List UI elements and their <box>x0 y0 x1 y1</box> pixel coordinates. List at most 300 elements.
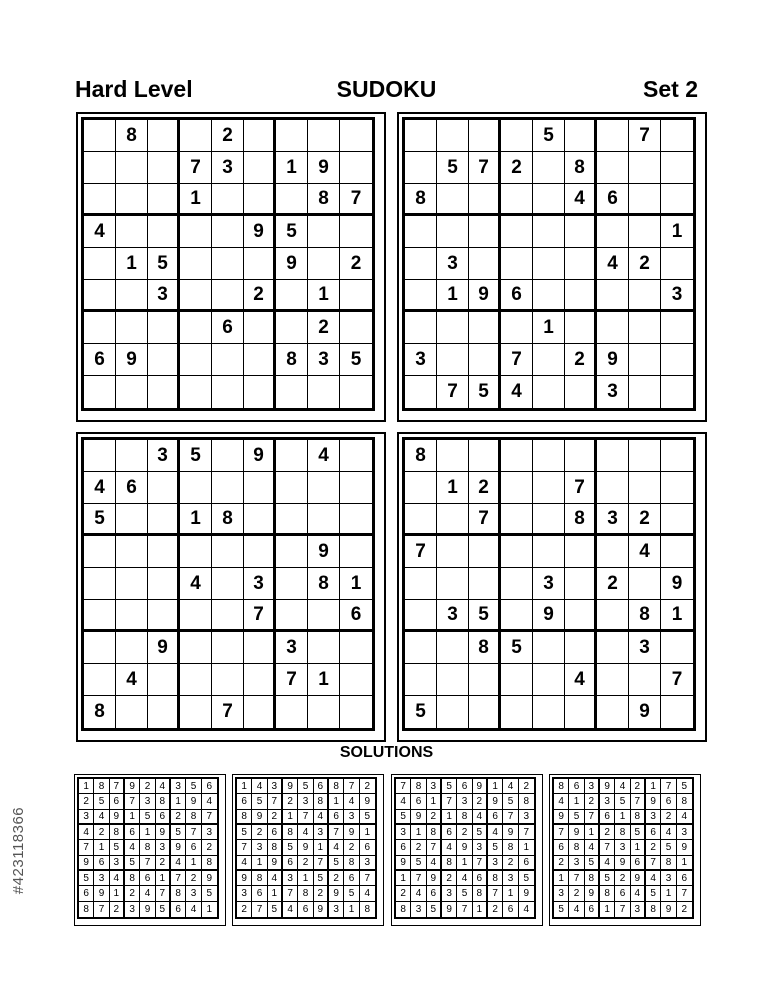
puzzle-cell-empty[interactable] <box>116 568 148 600</box>
puzzle-cell-empty[interactable] <box>597 536 629 568</box>
solution-cell-given: 6 <box>360 840 375 855</box>
puzzle-cell-empty[interactable] <box>661 472 693 504</box>
solution-cell-given: 5 <box>156 902 171 917</box>
puzzle-cell-empty[interactable] <box>437 568 469 600</box>
solution-cell-given: 3 <box>252 840 267 855</box>
puzzle-cell-empty[interactable] <box>501 472 533 504</box>
puzzle-cell-empty[interactable] <box>276 600 308 632</box>
puzzle-cell-empty[interactable] <box>116 632 148 664</box>
puzzle-cell-given: 4 <box>501 376 533 408</box>
puzzle-cell-empty[interactable] <box>276 376 308 408</box>
puzzle-cell-empty[interactable] <box>212 472 244 504</box>
solution-cell-given: 7 <box>125 794 140 809</box>
puzzle-cell-empty[interactable] <box>276 120 308 152</box>
solution-cell-given: 2 <box>268 810 283 825</box>
puzzle-cell-empty[interactable] <box>565 216 597 248</box>
puzzle-cell-empty[interactable] <box>244 504 276 536</box>
solution-cell-given: 7 <box>442 794 457 809</box>
puzzle-cell-empty[interactable] <box>180 216 212 248</box>
puzzle-cell-empty[interactable] <box>565 280 597 312</box>
puzzle-cell-empty[interactable] <box>437 664 469 696</box>
puzzle-cell-empty[interactable] <box>629 376 661 408</box>
puzzle-cell-empty[interactable] <box>148 216 180 248</box>
puzzle-cell-empty[interactable] <box>212 440 244 472</box>
puzzle-cell-empty[interactable] <box>340 152 372 184</box>
puzzle-cell-empty[interactable] <box>437 440 469 472</box>
puzzle-cell-empty[interactable] <box>244 152 276 184</box>
puzzle-cell-empty[interactable] <box>597 440 629 472</box>
solution-cell-given: 1 <box>569 794 584 809</box>
solution-cell-given: 5 <box>125 856 140 871</box>
puzzle-cell-empty[interactable] <box>148 568 180 600</box>
puzzle-1-grid <box>81 117 375 411</box>
puzzle-cell-empty[interactable] <box>533 376 565 408</box>
puzzle-cell-empty[interactable] <box>501 248 533 280</box>
solution-cell-given: 1 <box>171 794 186 809</box>
puzzle-cell-empty[interactable] <box>533 248 565 280</box>
puzzle-cell-empty[interactable] <box>116 536 148 568</box>
puzzle-cell-empty[interactable] <box>276 568 308 600</box>
puzzle-cell-empty[interactable] <box>597 120 629 152</box>
solution-cell-given: 1 <box>360 825 375 840</box>
puzzle-cell-given: 7 <box>565 472 597 504</box>
puzzle-cell-empty[interactable] <box>629 280 661 312</box>
puzzle-cell-empty[interactable] <box>597 632 629 664</box>
puzzle-cell-empty[interactable] <box>469 696 501 728</box>
puzzle-cell-empty[interactable] <box>533 472 565 504</box>
puzzle-cell-empty[interactable] <box>180 600 212 632</box>
puzzle-cell-empty[interactable] <box>469 344 501 376</box>
puzzle-cell-empty[interactable] <box>533 152 565 184</box>
solution-cell-given: 9 <box>156 825 171 840</box>
puzzle-cell-given: 4 <box>116 664 148 696</box>
puzzle-cell-empty[interactable] <box>276 280 308 312</box>
puzzle-cell-empty[interactable] <box>661 440 693 472</box>
page-title: SUDOKU <box>336 76 437 102</box>
puzzle-cell-empty[interactable] <box>661 696 693 728</box>
puzzle-cell-empty[interactable] <box>308 376 340 408</box>
puzzle-cell-empty[interactable] <box>84 440 116 472</box>
puzzle-cell-empty[interactable] <box>501 696 533 728</box>
puzzle-cell-empty[interactable] <box>661 184 693 216</box>
puzzle-cell-given: 9 <box>308 536 340 568</box>
puzzle-cell-empty[interactable] <box>244 472 276 504</box>
puzzle-cell-empty[interactable] <box>501 568 533 600</box>
puzzle-cell-empty[interactable] <box>180 376 212 408</box>
solution-cell-given: 5 <box>615 794 630 809</box>
puzzle-cell-empty[interactable] <box>148 600 180 632</box>
puzzle-cell-empty[interactable] <box>629 152 661 184</box>
puzzle-cell-empty[interactable] <box>212 248 244 280</box>
puzzle-cell-empty[interactable] <box>597 664 629 696</box>
solution-3-grid <box>394 777 536 919</box>
puzzle-cell-given: 4 <box>565 184 597 216</box>
puzzle-cell-empty[interactable] <box>469 312 501 344</box>
solution-cell-given: 2 <box>554 856 569 871</box>
puzzle-cell-empty[interactable] <box>244 376 276 408</box>
puzzle-cell-empty[interactable] <box>84 632 116 664</box>
puzzle-cell-empty[interactable] <box>469 120 501 152</box>
puzzle-cell-empty[interactable] <box>405 664 437 696</box>
puzzle-cell-empty[interactable] <box>244 536 276 568</box>
solution-cell-given: 6 <box>298 902 313 917</box>
puzzle-cell-empty[interactable] <box>180 472 212 504</box>
puzzle-cell-empty[interactable] <box>212 536 244 568</box>
solution-cell-given: 2 <box>237 902 252 917</box>
puzzle-cell-empty[interactable] <box>84 664 116 696</box>
puzzle-cell-empty[interactable] <box>501 440 533 472</box>
puzzle-cell-empty[interactable] <box>501 664 533 696</box>
puzzle-cell-empty[interactable] <box>244 184 276 216</box>
solution-cell-given: 1 <box>329 794 344 809</box>
puzzle-cell-empty[interactable] <box>180 312 212 344</box>
puzzle-cell-empty[interactable] <box>661 632 693 664</box>
solution-cell-given: 3 <box>329 902 344 917</box>
puzzle-cell-empty[interactable] <box>84 536 116 568</box>
puzzle-cell-empty[interactable] <box>116 216 148 248</box>
puzzle-cell-empty[interactable] <box>469 440 501 472</box>
puzzle-cell-empty[interactable] <box>597 216 629 248</box>
puzzle-cell-empty[interactable] <box>84 248 116 280</box>
puzzle-cell-empty[interactable] <box>340 664 372 696</box>
puzzle-cell-empty[interactable] <box>437 632 469 664</box>
puzzle-cell-empty[interactable] <box>661 248 693 280</box>
puzzle-cell-empty[interactable] <box>116 152 148 184</box>
puzzle-cell-empty[interactable] <box>212 664 244 696</box>
puzzle-cell-empty[interactable] <box>180 280 212 312</box>
solution-cell-given: 8 <box>186 810 201 825</box>
puzzle-cell-empty[interactable] <box>180 536 212 568</box>
puzzle-cell-empty[interactable] <box>501 504 533 536</box>
solution-cell-given: 5 <box>171 825 186 840</box>
puzzle-cell-empty[interactable] <box>308 216 340 248</box>
puzzle-cell-empty[interactable] <box>148 504 180 536</box>
puzzle-cell-empty[interactable] <box>597 152 629 184</box>
puzzle-cell-empty[interactable] <box>565 440 597 472</box>
solution-cell-given: 9 <box>360 794 375 809</box>
solution-cell-given: 6 <box>268 825 283 840</box>
puzzle-cell-empty[interactable] <box>565 632 597 664</box>
puzzle-cell-empty[interactable] <box>533 440 565 472</box>
puzzle-cell-empty[interactable] <box>597 472 629 504</box>
puzzle-cell-empty[interactable] <box>276 696 308 728</box>
solution-cell-given: 2 <box>569 886 584 901</box>
puzzle-cell-empty[interactable] <box>437 312 469 344</box>
puzzle-cell-empty[interactable] <box>437 184 469 216</box>
puzzle-cell-empty[interactable] <box>437 120 469 152</box>
puzzle-cell-empty[interactable] <box>501 536 533 568</box>
solution-cell-given: 4 <box>615 779 630 794</box>
puzzle-cell-empty[interactable] <box>84 152 116 184</box>
puzzle-cell-empty[interactable] <box>84 120 116 152</box>
puzzle-cell-given: 2 <box>629 504 661 536</box>
puzzle-cell-empty[interactable] <box>405 600 437 632</box>
puzzle-cell-empty[interactable] <box>340 696 372 728</box>
puzzle-cell-empty[interactable] <box>405 280 437 312</box>
puzzle-cell-empty[interactable] <box>405 568 437 600</box>
puzzle-cell-empty[interactable] <box>597 280 629 312</box>
solution-cell-given: 4 <box>585 840 600 855</box>
puzzle-cell-given: 1 <box>308 664 340 696</box>
solution-cell-given: 2 <box>646 840 661 855</box>
puzzle-cell-empty[interactable] <box>148 472 180 504</box>
puzzle-cell-empty[interactable] <box>501 312 533 344</box>
puzzle-cell-empty[interactable] <box>244 664 276 696</box>
puzzle-cell-empty[interactable] <box>565 536 597 568</box>
puzzle-cell-empty[interactable] <box>661 120 693 152</box>
puzzle-cell-empty[interactable] <box>212 376 244 408</box>
puzzle-cell-empty[interactable] <box>629 472 661 504</box>
puzzle-cell-empty[interactable] <box>597 600 629 632</box>
puzzle-cell-empty[interactable] <box>629 440 661 472</box>
solution-cell-given: 5 <box>237 825 252 840</box>
puzzle-cell-empty[interactable] <box>405 632 437 664</box>
puzzle-cell-empty[interactable] <box>148 696 180 728</box>
puzzle-cell-given: 6 <box>116 472 148 504</box>
puzzle-cell-empty[interactable] <box>308 472 340 504</box>
puzzle-cell-empty[interactable] <box>469 216 501 248</box>
solution-cell-given: 8 <box>488 871 503 886</box>
puzzle-cell-empty[interactable] <box>501 600 533 632</box>
puzzle-cell-empty[interactable] <box>469 664 501 696</box>
puzzle-cell-empty[interactable] <box>180 664 212 696</box>
puzzle-cell-empty[interactable] <box>340 504 372 536</box>
puzzle-cell-empty[interactable] <box>180 632 212 664</box>
puzzle-cell-empty[interactable] <box>533 536 565 568</box>
puzzle-cell-empty[interactable] <box>437 344 469 376</box>
solution-cell-given: 2 <box>631 779 646 794</box>
puzzle-cell-empty[interactable] <box>276 312 308 344</box>
puzzle-cell-empty[interactable] <box>437 504 469 536</box>
puzzle-cell-empty[interactable] <box>148 184 180 216</box>
puzzle-cell-empty[interactable] <box>84 280 116 312</box>
puzzle-cell-empty[interactable] <box>340 440 372 472</box>
puzzle-cell-empty[interactable] <box>533 664 565 696</box>
puzzle-cell-given: 8 <box>565 152 597 184</box>
solution-cell-given: 2 <box>360 779 375 794</box>
puzzle-cell-empty[interactable] <box>84 568 116 600</box>
solution-cell-given: 3 <box>554 886 569 901</box>
puzzle-cell-empty[interactable] <box>244 248 276 280</box>
puzzle-cell-empty[interactable] <box>276 504 308 536</box>
puzzle-cell-empty[interactable] <box>212 344 244 376</box>
puzzle-cell-empty[interactable] <box>565 568 597 600</box>
solution-cell-given: 4 <box>411 886 426 901</box>
solution-cell-given: 7 <box>329 825 344 840</box>
puzzle-cell-empty[interactable] <box>180 248 212 280</box>
puzzle-cell-empty[interactable] <box>533 184 565 216</box>
puzzle-cell-empty[interactable] <box>629 216 661 248</box>
puzzle-cell-empty[interactable] <box>308 504 340 536</box>
solution-cell-given: 9 <box>677 840 692 855</box>
puzzle-cell-empty[interactable] <box>405 312 437 344</box>
puzzle-cell-empty[interactable] <box>340 376 372 408</box>
puzzle-cell-empty[interactable] <box>437 216 469 248</box>
solution-cell-given: 3 <box>360 856 375 871</box>
puzzle-cell-empty[interactable] <box>244 120 276 152</box>
puzzle-cell-empty[interactable] <box>565 120 597 152</box>
puzzle-cell-empty[interactable] <box>116 312 148 344</box>
puzzle-cell-empty[interactable] <box>340 280 372 312</box>
puzzle-cell-given: 5 <box>533 120 565 152</box>
puzzle-cell-empty[interactable] <box>661 312 693 344</box>
puzzle-cell-empty[interactable] <box>565 312 597 344</box>
puzzle-cell-given: 6 <box>340 600 372 632</box>
puzzle-cell-empty[interactable] <box>565 600 597 632</box>
puzzle-cell-empty[interactable] <box>661 536 693 568</box>
puzzle-cell-empty[interactable] <box>180 344 212 376</box>
puzzle-cell-empty[interactable] <box>244 632 276 664</box>
puzzle-cell-empty[interactable] <box>276 184 308 216</box>
puzzle-cell-empty[interactable] <box>405 248 437 280</box>
puzzle-cell-empty[interactable] <box>533 504 565 536</box>
puzzle-cell-empty[interactable] <box>340 472 372 504</box>
puzzle-cell-empty[interactable] <box>84 312 116 344</box>
puzzle-cell-empty[interactable] <box>116 280 148 312</box>
puzzle-cell-empty[interactable] <box>533 696 565 728</box>
puzzle-cell-empty[interactable] <box>116 184 148 216</box>
puzzle-cell-empty[interactable] <box>405 120 437 152</box>
puzzle-cell-empty[interactable] <box>533 216 565 248</box>
solution-cell-given: 3 <box>237 886 252 901</box>
solution-cell-given: 7 <box>237 840 252 855</box>
puzzle-cell-empty[interactable] <box>597 696 629 728</box>
puzzle-cell-empty[interactable] <box>148 344 180 376</box>
puzzle-cell-empty[interactable] <box>180 120 212 152</box>
puzzle-cell-empty[interactable] <box>340 120 372 152</box>
solution-cell-given: 8 <box>344 856 359 871</box>
puzzle-cell-empty[interactable] <box>501 184 533 216</box>
puzzle-cell-empty[interactable] <box>597 312 629 344</box>
puzzle-cell-empty[interactable] <box>340 216 372 248</box>
puzzle-cell-empty[interactable] <box>308 120 340 152</box>
puzzle-cell-given: 7 <box>629 120 661 152</box>
puzzle-cell-empty[interactable] <box>308 600 340 632</box>
puzzle-cell-empty[interactable] <box>501 216 533 248</box>
puzzle-cell-empty[interactable] <box>629 312 661 344</box>
solution-cell-given: 8 <box>442 856 457 871</box>
puzzle-cell-empty[interactable] <box>405 376 437 408</box>
solution-cell-given: 3 <box>298 794 313 809</box>
puzzle-cell-empty[interactable] <box>308 696 340 728</box>
puzzle-cell-empty[interactable] <box>116 600 148 632</box>
puzzle-cell-empty[interactable] <box>212 568 244 600</box>
solution-cell-given: 6 <box>646 825 661 840</box>
puzzle-cell-empty[interactable] <box>629 344 661 376</box>
puzzle-cell-empty[interactable] <box>437 696 469 728</box>
solution-cell-given: 5 <box>457 886 472 901</box>
solution-cell-given: 6 <box>186 840 201 855</box>
puzzle-cell-empty[interactable] <box>116 696 148 728</box>
puzzle-cell-empty[interactable] <box>212 632 244 664</box>
solution-cell-given: 4 <box>554 794 569 809</box>
solution-cell-given: 5 <box>396 810 411 825</box>
puzzle-cell-empty[interactable] <box>629 664 661 696</box>
puzzle-cell-given: 7 <box>212 696 244 728</box>
puzzle-cell-empty[interactable] <box>565 376 597 408</box>
puzzle-cell-empty[interactable] <box>533 344 565 376</box>
puzzle-cell-empty[interactable] <box>212 600 244 632</box>
puzzle-cell-empty[interactable] <box>340 536 372 568</box>
puzzle-cell-empty[interactable] <box>661 152 693 184</box>
puzzle-cell-empty[interactable] <box>405 152 437 184</box>
puzzle-cell-empty[interactable] <box>661 376 693 408</box>
solution-cell-given: 5 <box>631 825 646 840</box>
puzzle-cell-empty[interactable] <box>84 376 116 408</box>
puzzle-cell-empty[interactable] <box>244 312 276 344</box>
puzzle-cell-empty[interactable] <box>405 216 437 248</box>
solution-cell-given: 8 <box>554 779 569 794</box>
solution-cell-given: 7 <box>94 902 109 917</box>
puzzle-cell-empty[interactable] <box>116 376 148 408</box>
solution-1-frame <box>74 774 226 926</box>
solution-cell-given: 8 <box>364 903 371 915</box>
puzzle-cell-empty[interactable] <box>565 248 597 280</box>
puzzle-cell-empty[interactable] <box>84 600 116 632</box>
puzzle-cell-empty[interactable] <box>469 568 501 600</box>
solution-cell-given: 3 <box>171 779 186 794</box>
puzzle-cell-empty[interactable] <box>116 440 148 472</box>
puzzle-cell-empty[interactable] <box>661 344 693 376</box>
puzzle-cell-empty[interactable] <box>501 120 533 152</box>
puzzle-cell-empty[interactable] <box>565 696 597 728</box>
puzzle-cell-empty[interactable] <box>437 536 469 568</box>
puzzle-cell-empty[interactable] <box>148 376 180 408</box>
puzzle-cell-empty[interactable] <box>629 184 661 216</box>
puzzle-cell-empty[interactable] <box>469 248 501 280</box>
puzzle-cell-empty[interactable] <box>212 216 244 248</box>
puzzle-cell-empty[interactable] <box>148 120 180 152</box>
puzzle-cell-given: 5 <box>469 600 501 632</box>
puzzle-cell-empty[interactable] <box>148 152 180 184</box>
puzzle-cell-empty[interactable] <box>148 664 180 696</box>
puzzle-cell-given: 7 <box>437 376 469 408</box>
puzzle-cell-empty[interactable] <box>276 536 308 568</box>
puzzle-cell-empty[interactable] <box>340 312 372 344</box>
solution-cell-given: 4 <box>202 794 217 809</box>
solution-cell-given: 1 <box>252 856 267 871</box>
solution-cell-given: 7 <box>457 902 472 917</box>
puzzle-cell-empty[interactable] <box>469 536 501 568</box>
solution-cell-given: 2 <box>314 886 329 901</box>
puzzle-cell-empty[interactable] <box>533 280 565 312</box>
puzzle-cell-empty[interactable] <box>340 632 372 664</box>
puzzle-cell-empty[interactable] <box>276 472 308 504</box>
puzzle-cell-empty[interactable] <box>116 504 148 536</box>
puzzle-cell-given: 6 <box>597 184 629 216</box>
puzzle-cell-empty[interactable] <box>148 536 180 568</box>
puzzle-cell-empty[interactable] <box>84 184 116 216</box>
puzzle-cell-empty[interactable] <box>469 184 501 216</box>
puzzle-cell-given: 2 <box>308 312 340 344</box>
puzzle-cell-empty[interactable] <box>308 248 340 280</box>
puzzle-cell-empty[interactable] <box>276 440 308 472</box>
puzzle-cell-empty[interactable] <box>244 696 276 728</box>
puzzle-cell-empty[interactable] <box>244 344 276 376</box>
puzzle-cell-empty[interactable] <box>405 504 437 536</box>
puzzle-cell-empty[interactable] <box>308 632 340 664</box>
puzzle-cell-given: 8 <box>276 344 308 376</box>
solution-cell-given: 1 <box>110 886 125 901</box>
puzzle-cell-empty[interactable] <box>212 280 244 312</box>
puzzle-cell-empty[interactable] <box>148 312 180 344</box>
puzzle-cell-empty[interactable] <box>180 696 212 728</box>
puzzle-cell-empty[interactable] <box>629 568 661 600</box>
puzzle-cell-empty[interactable] <box>533 632 565 664</box>
puzzle-cell-empty[interactable] <box>405 472 437 504</box>
puzzle-cell-empty[interactable] <box>212 184 244 216</box>
puzzle-cell-empty[interactable] <box>661 504 693 536</box>
